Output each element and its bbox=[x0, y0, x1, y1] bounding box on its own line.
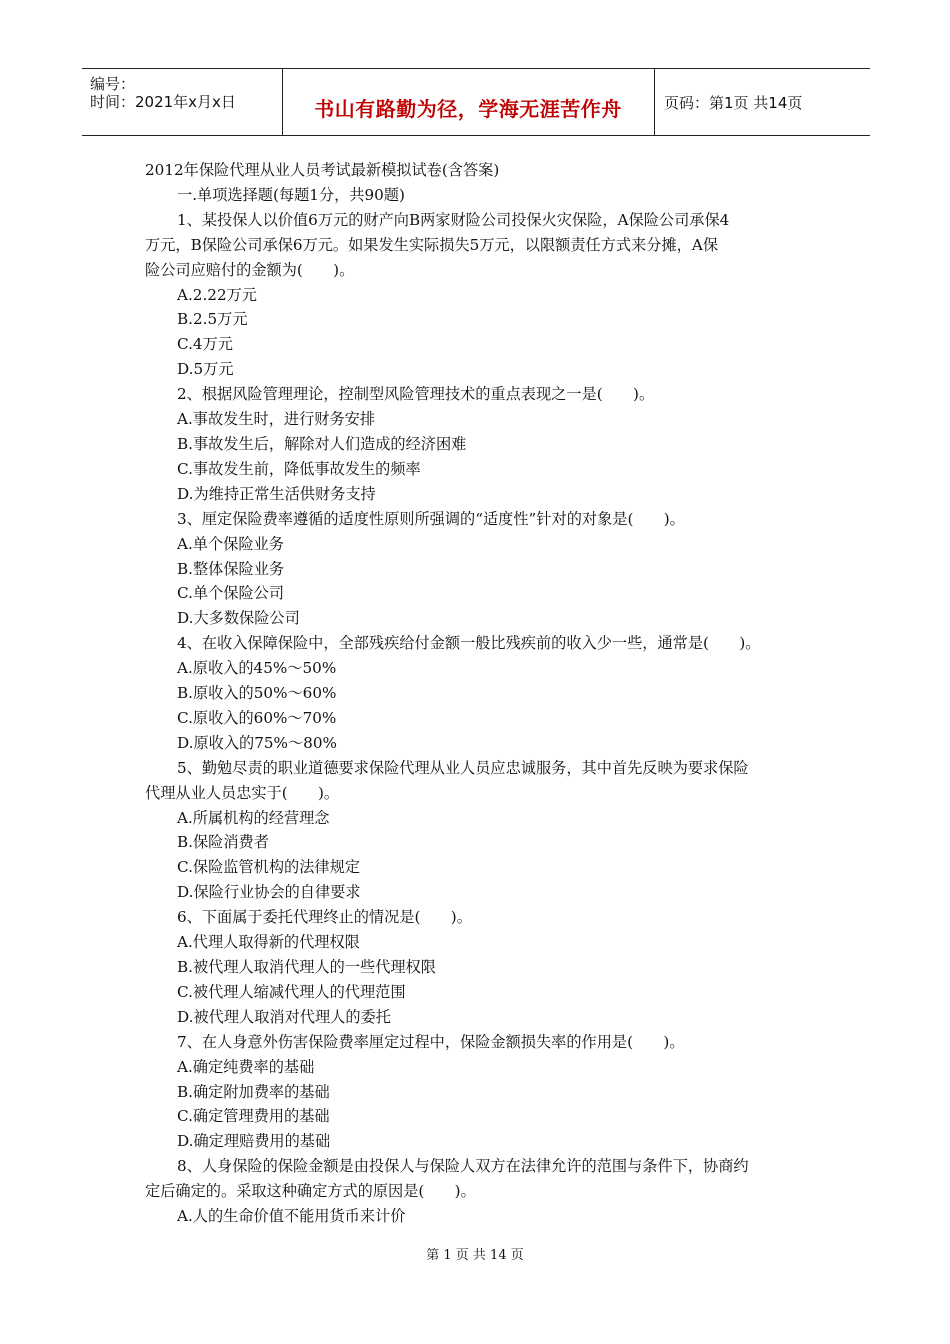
text-line: C.被代理人缩减代理人的代理范围 bbox=[177, 982, 406, 1001]
page-header bbox=[82, 68, 870, 136]
text-line: B.整体保险业务 bbox=[177, 559, 285, 578]
text-line: B.保险消费者 bbox=[177, 833, 269, 852]
text-line: D.原收入的75%～80% bbox=[177, 733, 337, 752]
text-line: C.保险监管机构的法律规定 bbox=[177, 858, 360, 877]
text-line: B.2.5万元 bbox=[177, 310, 248, 329]
text-line: 8、人身保险的保险金额是由投保人与保险人双方在法律允许的范围与条件下，协商约 bbox=[177, 1157, 749, 1176]
page-info: 页码：第1页 共14页 bbox=[664, 94, 803, 112]
text-line: C.4万元 bbox=[177, 335, 233, 354]
text-line: A.单个保险业务 bbox=[177, 534, 284, 553]
question-list bbox=[145, 208, 813, 1229]
text-line: C.原收入的60%～70% bbox=[177, 708, 337, 727]
text-line: C.事故发生前，降低事故发生的频率 bbox=[177, 459, 421, 478]
text-line: 万元，B保险公司承保6万元。如果发生实际损失5万元，以限额责任方式来分摊，A保 bbox=[145, 235, 719, 254]
text-line: 3、厘定保险费率遵循的适度性原则所强调的“适度性”针对的对象是( )。 bbox=[177, 509, 685, 528]
text-line: 5、勤勉尽责的职业道德要求保险代理从业人员应忠诚服务，其中首先反映为要求保险 bbox=[177, 758, 749, 777]
text-line: C.确定管理费用的基础 bbox=[177, 1107, 330, 1126]
text-line: C.单个保险公司 bbox=[177, 584, 285, 603]
header-page-cell bbox=[654, 69, 870, 135]
time-label: 时间：2021年x月x日 bbox=[90, 93, 236, 111]
text-line: 6、下面属于委托代理终止的情况是( )。 bbox=[177, 908, 472, 927]
text-line: 险公司应赔付的金额为( )。 bbox=[145, 260, 355, 279]
text-line: A.2.22万元 bbox=[177, 285, 257, 304]
section-heading: 一.单项选择题(每题1分，共90题) bbox=[177, 185, 405, 204]
document-title: 2012年保险代理从业人员考试最新模拟试卷(含答案) bbox=[145, 161, 500, 179]
text-line: D.为维持正常生活供财务支持 bbox=[177, 484, 376, 503]
text-line: A.所属机构的经营理念 bbox=[177, 808, 330, 827]
text-line: A.事故发生时，进行财务安排 bbox=[177, 410, 376, 429]
header-info-cell bbox=[82, 69, 283, 135]
text-line: A.确定纯费率的基础 bbox=[177, 1057, 315, 1076]
text-line: A.代理人取得新的代理权限 bbox=[177, 933, 360, 952]
text-line: 代理从业人员忠实于( )。 bbox=[145, 783, 340, 802]
text-line: 定后确定的。采取这种确定方式的原因是( )。 bbox=[145, 1182, 476, 1201]
text-line: D.确定理赔费用的基础 bbox=[177, 1132, 331, 1151]
text-line: 2、根据风险管理理论，控制型风险管理技术的重点表现之一是( )。 bbox=[177, 385, 655, 404]
text-line: D.保险行业协会的自律要求 bbox=[177, 883, 361, 902]
text-line: 4、在收入保障保险中，全部残疾给付金额一般比残疾前的收入少一些，通常是( )。 bbox=[177, 634, 761, 653]
text-line: B.确定附加费率的基础 bbox=[177, 1082, 330, 1101]
text-line: B.被代理人取消代理人的一些代理权限 bbox=[177, 958, 436, 976]
text-line: D.大多数保险公司 bbox=[177, 609, 300, 628]
header-motto-cell bbox=[282, 69, 655, 135]
text-line: 1、某投保人以价值6万元的财产向B两家财险公司投保火灾保险，A保险公司承保4 bbox=[177, 210, 730, 229]
text-line: D.被代理人取消对代理人的委托 bbox=[177, 1007, 391, 1026]
document-body bbox=[145, 158, 813, 1229]
text-line: A.人的生命价值不能用货币来计价 bbox=[177, 1207, 406, 1226]
motto-text: 书山有路勤为径，学海无涯苦作舟 bbox=[314, 97, 622, 121]
text-line: A.原收入的45%～50% bbox=[177, 659, 337, 678]
text-line: B.事故发生后，解除对人们造成的经济困难 bbox=[177, 434, 467, 453]
text-line: B.原收入的50%～60% bbox=[177, 684, 337, 703]
number-label: 编号： bbox=[90, 75, 136, 93]
page-footer: 第 1 页 共 14 页 bbox=[426, 1248, 524, 1263]
text-line: D.5万元 bbox=[177, 360, 234, 379]
text-line: 7、在人身意外伤害保险费率厘定过程中，保险金额损失率的作用是( )。 bbox=[177, 1032, 685, 1051]
